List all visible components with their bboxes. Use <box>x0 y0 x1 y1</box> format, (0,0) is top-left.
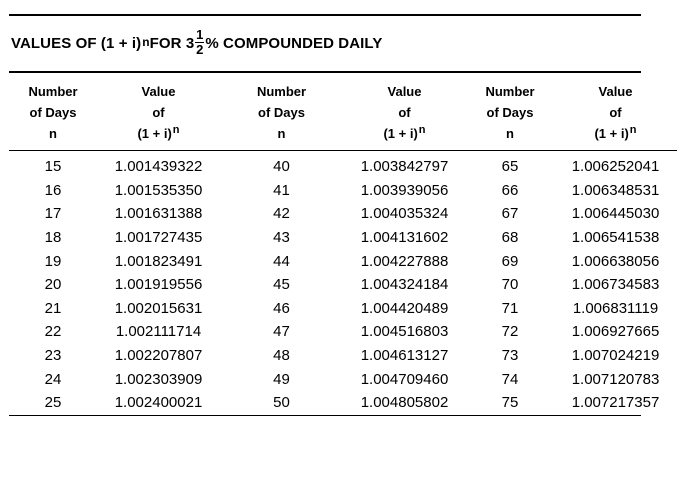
days-cell: 24 <box>44 370 62 388</box>
value-cell: 1.003939056 <box>360 181 449 199</box>
table-row <box>9 391 677 415</box>
value-cell: 1.004131602 <box>360 229 449 247</box>
value-cell: 1.006445030 <box>571 205 660 223</box>
days-cell: 42 <box>273 205 290 223</box>
days-cell: 48 <box>273 347 290 365</box>
days-cell: 74 <box>501 370 519 388</box>
value-cell: 1.006831119 <box>572 299 659 317</box>
value-cell: 1.002111714 <box>115 323 202 341</box>
header-value-2: Value of $(1 + i)^n$ <box>383 84 426 141</box>
title-for: FOR 3 <box>149 35 195 52</box>
days-cell: 41 <box>273 181 290 199</box>
title-fraction <box>195 29 204 56</box>
title-prefix: VALUES OF (1 + i) <box>11 35 142 52</box>
header-days-3: Number of Days n <box>485 84 535 141</box>
value-cell: 1.004709460 <box>360 370 449 388</box>
header-value-3: Value of $(1 + i)^n$ <box>594 84 637 141</box>
table-body <box>9 151 677 415</box>
table-frame <box>9 14 660 416</box>
value-cell: 1.004035324 <box>360 205 449 223</box>
table-row <box>9 226 677 250</box>
days-cell: 72 <box>501 323 519 341</box>
value-cell: 1.002207807 <box>114 347 203 365</box>
value-cell: 1.001535350 <box>114 181 203 199</box>
table-row <box>9 249 677 273</box>
days-cell: 43 <box>273 229 290 247</box>
table-row <box>9 179 677 203</box>
days-cell: 46 <box>273 299 290 317</box>
value-cell: 1.003842797 <box>360 158 449 176</box>
table-row <box>9 273 677 297</box>
days-cell: 70 <box>501 276 519 294</box>
table-row <box>9 202 677 226</box>
table-row <box>9 151 677 179</box>
value-cell: 1.004516803 <box>360 323 449 341</box>
days-cell: 68 <box>501 229 519 247</box>
days-cell: 45 <box>273 276 290 294</box>
table-title: VALUES OF (1 + i) $^n$ FOR 3 $\frac{1}{2}$ % COMPOUNDED DAILY <box>11 27 383 57</box>
days-cell: 21 <box>44 299 62 317</box>
value-cell: 1.007120783 <box>571 370 660 388</box>
value-cell: 1.001727435 <box>114 229 203 247</box>
days-cell: 19 <box>44 252 62 270</box>
value-cell: 1.006638056 <box>571 252 660 270</box>
table-row <box>9 297 677 321</box>
value-cell: 1.001631388 <box>114 205 203 223</box>
days-cell: 22 <box>44 323 62 341</box>
days-cell: 15 <box>44 158 62 176</box>
bottom-rule <box>9 415 641 416</box>
days-cell: 25 <box>44 394 62 412</box>
header-days-1: Number of Days n <box>28 84 78 141</box>
table-row <box>9 320 677 344</box>
days-cell: 44 <box>273 252 290 270</box>
days-cell: 73 <box>501 347 519 365</box>
fraction-denominator: 2 <box>196 42 204 57</box>
value-cell: 1.001919556 <box>114 276 203 294</box>
days-cell: 18 <box>44 229 62 247</box>
days-cell: 69 <box>501 252 519 270</box>
value-cell: 1.006541538 <box>571 229 660 247</box>
days-cell: 23 <box>44 347 62 365</box>
table-header <box>9 73 677 151</box>
days-cell: 16 <box>44 181 62 199</box>
days-cell: 71 <box>501 299 519 317</box>
days-cell: 67 <box>501 205 519 223</box>
value-cell: 1.006252041 <box>571 158 660 176</box>
days-cell: 17 <box>44 205 62 223</box>
value-cell: 1.004324184 <box>360 276 449 294</box>
value-cell: 1.001439322 <box>114 158 203 176</box>
days-cell: 20 <box>44 276 62 294</box>
value-cell: 1.002400021 <box>114 394 203 412</box>
days-cell: 65 <box>501 158 519 176</box>
days-cell: 66 <box>501 181 519 199</box>
days-cell: 50 <box>273 394 290 412</box>
value-cell: 1.006927665 <box>571 323 660 341</box>
days-cell: 40 <box>273 158 290 176</box>
value-cell: 1.007217357 <box>571 394 660 412</box>
value-cell: 1.001823491 <box>114 252 203 270</box>
header-days-2: Number of Days n <box>256 84 307 141</box>
value-cell: 1.006734583 <box>571 276 660 294</box>
compound-table <box>9 73 677 415</box>
days-cell: 47 <box>273 323 290 341</box>
table-row <box>9 344 677 368</box>
value-cell: 1.004805802 <box>360 394 449 412</box>
value-cell: 1.002303909 <box>114 370 203 388</box>
title-suffix: % COMPOUNDED DAILY <box>205 35 383 52</box>
value-cell: 1.004227888 <box>360 252 449 270</box>
value-cell: 1.004613127 <box>360 347 449 365</box>
fraction-numerator: 1 <box>196 27 204 42</box>
value-cell: 1.002015631 <box>114 299 203 317</box>
value-cell: 1.006348531 <box>571 181 660 199</box>
table-row <box>9 367 677 391</box>
header-value-1: Value of $(1 + i)^n$ <box>137 84 180 141</box>
days-cell: 49 <box>273 370 290 388</box>
days-cell: 75 <box>501 394 519 412</box>
value-cell: 1.004420489 <box>360 299 449 317</box>
value-cell: 1.007024219 <box>571 347 660 365</box>
